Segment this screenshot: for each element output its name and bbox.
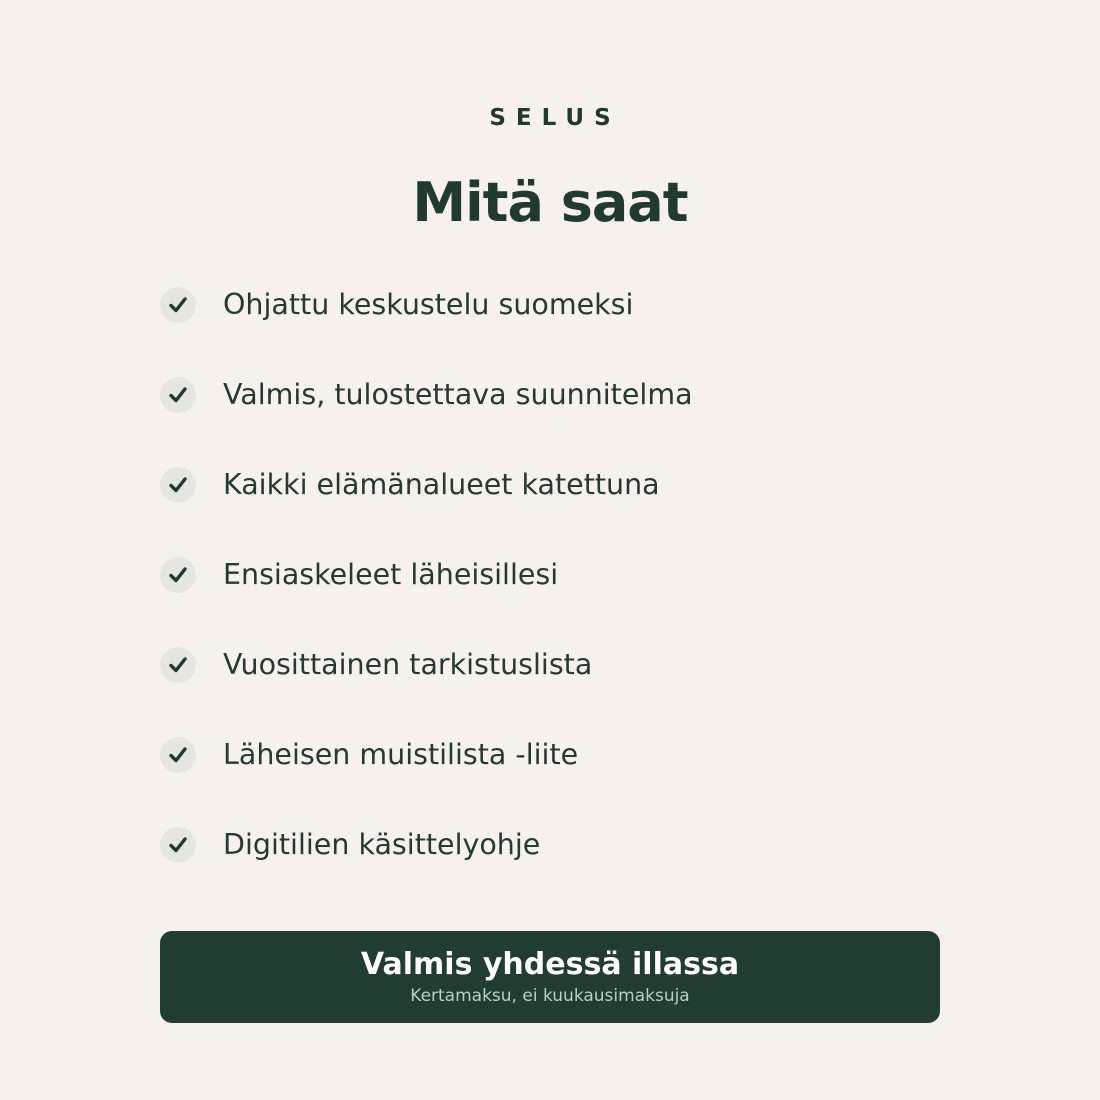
brand-wordmark: SELUS <box>489 105 621 131</box>
feature-label: Kaikki elämänalueet katettuna <box>223 468 660 501</box>
feature-item <box>160 440 940 530</box>
feature-list <box>160 260 940 890</box>
feature-item <box>160 710 940 800</box>
feature-label: Vuosittainen tarkistuslista <box>223 648 593 681</box>
cta-button[interactable] <box>160 931 940 1023</box>
feature-label: Läheisen muistilista -liite <box>223 738 579 771</box>
feature-label: Ensiaskeleet läheisillesi <box>223 558 559 591</box>
check-icon <box>160 647 196 683</box>
check-icon <box>160 377 196 413</box>
cta-sublabel: Kertamaksu, ei kuukausimaksuja <box>410 986 690 1006</box>
check-icon <box>160 287 196 323</box>
feature-label: Digitilien käsittelyohje <box>223 828 541 861</box>
feature-item <box>160 350 940 440</box>
feature-label: Valmis, tulostettava suunnitelma <box>223 378 693 411</box>
check-icon <box>160 557 196 593</box>
feature-item <box>160 530 940 620</box>
feature-item <box>160 260 940 350</box>
page-title: Mitä saat <box>412 171 688 234</box>
cta-label: Valmis yhdessä illassa <box>360 947 740 982</box>
check-icon <box>160 467 196 503</box>
check-icon <box>160 827 196 863</box>
feature-label: Ohjattu keskustelu suomeksi <box>223 288 634 321</box>
check-icon <box>160 737 196 773</box>
feature-item <box>160 620 940 710</box>
feature-item <box>160 800 940 890</box>
